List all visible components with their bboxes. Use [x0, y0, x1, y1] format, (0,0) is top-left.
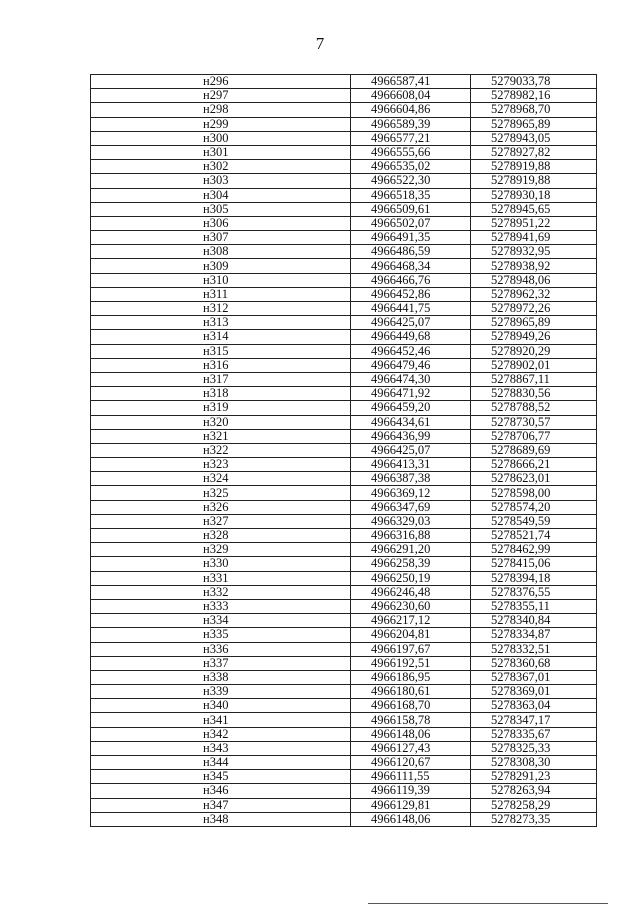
point-id-cell: н300 [91, 131, 351, 145]
table-row [91, 429, 597, 443]
point-id-cell: н303 [91, 174, 351, 188]
table-row [91, 231, 597, 245]
x-coordinate-cell: 4966127,43 [351, 741, 471, 755]
y-coordinate-cell: 5278367,01 [471, 670, 597, 684]
x-coordinate-cell: 4966369,12 [351, 486, 471, 500]
y-coordinate-cell: 5278666,21 [471, 458, 597, 472]
table-row [91, 741, 597, 755]
x-coordinate-cell: 4966577,21 [351, 131, 471, 145]
point-id-cell: н317 [91, 372, 351, 386]
y-coordinate-cell: 5278706,77 [471, 429, 597, 443]
y-coordinate-cell: 5278730,57 [471, 415, 597, 429]
table-row [91, 216, 597, 230]
table-row [91, 472, 597, 486]
x-coordinate-cell: 4966459,20 [351, 401, 471, 415]
table-row [91, 486, 597, 500]
y-coordinate-cell: 5278941,69 [471, 231, 597, 245]
table-row [91, 670, 597, 684]
point-id-cell: н328 [91, 529, 351, 543]
table-row [91, 458, 597, 472]
point-id-cell: н347 [91, 798, 351, 812]
table-row [91, 585, 597, 599]
table-row [91, 145, 597, 159]
y-coordinate-cell: 5278334,87 [471, 628, 597, 642]
table-row [91, 685, 597, 699]
x-coordinate-cell: 4966486,59 [351, 245, 471, 259]
point-id-cell: н344 [91, 756, 351, 770]
x-coordinate-cell: 4966180,61 [351, 685, 471, 699]
y-coordinate-cell: 5278965,89 [471, 316, 597, 330]
table-row [91, 316, 597, 330]
x-coordinate-cell: 4966491,35 [351, 231, 471, 245]
y-coordinate-cell: 5278549,59 [471, 514, 597, 528]
page-number: 7 [315, 34, 325, 53]
x-coordinate-cell: 4966608,04 [351, 89, 471, 103]
point-id-cell: н331 [91, 571, 351, 585]
y-coordinate-cell: 5278951,22 [471, 216, 597, 230]
table-row [91, 330, 597, 344]
y-coordinate-cell: 5278948,06 [471, 273, 597, 287]
table-row [91, 302, 597, 316]
y-coordinate-cell: 5278598,00 [471, 486, 597, 500]
x-coordinate-cell: 4966197,67 [351, 642, 471, 656]
point-id-cell: н304 [91, 188, 351, 202]
y-coordinate-cell: 5278932,95 [471, 245, 597, 259]
y-coordinate-cell: 5278291,23 [471, 770, 597, 784]
point-id-cell: н299 [91, 117, 351, 131]
point-id-cell: н338 [91, 670, 351, 684]
x-coordinate-cell: 4966230,60 [351, 599, 471, 613]
point-id-cell: н305 [91, 202, 351, 216]
point-id-cell: н324 [91, 472, 351, 486]
point-id-cell: н319 [91, 401, 351, 415]
y-coordinate-cell: 5278945,65 [471, 202, 597, 216]
y-coordinate-cell: 5278902,01 [471, 358, 597, 372]
x-coordinate-cell: 4966111,55 [351, 770, 471, 784]
x-coordinate-cell: 4966158,78 [351, 713, 471, 727]
x-coordinate-cell: 4966466,76 [351, 273, 471, 287]
point-id-cell: н306 [91, 216, 351, 230]
point-id-cell: н302 [91, 160, 351, 174]
point-id-cell: н334 [91, 614, 351, 628]
y-coordinate-cell: 5278930,18 [471, 188, 597, 202]
y-coordinate-cell: 5278623,01 [471, 472, 597, 486]
x-coordinate-cell: 4966479,46 [351, 358, 471, 372]
point-id-cell: н336 [91, 642, 351, 656]
x-coordinate-cell: 4966148,06 [351, 812, 471, 826]
point-id-cell: н340 [91, 699, 351, 713]
y-coordinate-cell: 5278394,18 [471, 571, 597, 585]
y-coordinate-cell: 5278363,04 [471, 699, 597, 713]
point-id-cell: н343 [91, 741, 351, 755]
x-coordinate-cell: 4966316,88 [351, 529, 471, 543]
table-row [91, 557, 597, 571]
x-coordinate-cell: 4966471,92 [351, 387, 471, 401]
x-coordinate-cell: 4966502,07 [351, 216, 471, 230]
x-coordinate-cell: 4966291,20 [351, 543, 471, 557]
y-coordinate-cell: 5278273,35 [471, 812, 597, 826]
point-id-cell: н318 [91, 387, 351, 401]
y-coordinate-cell: 5278949,26 [471, 330, 597, 344]
x-coordinate-cell: 4966258,39 [351, 557, 471, 571]
point-id-cell: н332 [91, 585, 351, 599]
table-row [91, 699, 597, 713]
point-id-cell: н342 [91, 727, 351, 741]
table-row [91, 727, 597, 741]
point-id-cell: н309 [91, 259, 351, 273]
x-coordinate-cell: 4966434,61 [351, 415, 471, 429]
point-id-cell: н327 [91, 514, 351, 528]
y-coordinate-cell: 5278982,16 [471, 89, 597, 103]
y-coordinate-cell: 5278415,06 [471, 557, 597, 571]
point-id-cell: н316 [91, 358, 351, 372]
y-coordinate-cell: 5278258,29 [471, 798, 597, 812]
x-coordinate-cell: 4966186,95 [351, 670, 471, 684]
x-coordinate-cell: 4966604,86 [351, 103, 471, 117]
table-row [91, 770, 597, 784]
x-coordinate-cell: 4966587,41 [351, 75, 471, 89]
table-row [91, 372, 597, 386]
x-coordinate-cell: 4966452,86 [351, 287, 471, 301]
y-coordinate-cell: 5278972,26 [471, 302, 597, 316]
x-coordinate-cell: 4966425,07 [351, 443, 471, 457]
y-coordinate-cell: 5278943,05 [471, 131, 597, 145]
y-coordinate-cell: 5278360,68 [471, 656, 597, 670]
table-row [91, 273, 597, 287]
x-coordinate-cell: 4966347,69 [351, 500, 471, 514]
y-coordinate-cell: 5278689,69 [471, 443, 597, 457]
x-coordinate-cell: 4966129,81 [351, 798, 471, 812]
table-row [91, 756, 597, 770]
table-row [91, 784, 597, 798]
y-coordinate-cell: 5278347,17 [471, 713, 597, 727]
coordinates-table-body [91, 75, 597, 827]
table-row [91, 571, 597, 585]
x-coordinate-cell: 4966148,06 [351, 727, 471, 741]
table-row [91, 89, 597, 103]
point-id-cell: н301 [91, 145, 351, 159]
y-coordinate-cell: 5278263,94 [471, 784, 597, 798]
y-coordinate-cell: 5278919,88 [471, 174, 597, 188]
y-coordinate-cell: 5278355,11 [471, 599, 597, 613]
y-coordinate-cell: 5279033,78 [471, 75, 597, 89]
x-coordinate-cell: 4966204,81 [351, 628, 471, 642]
point-id-cell: н310 [91, 273, 351, 287]
x-coordinate-cell: 4966436,99 [351, 429, 471, 443]
table-row [91, 798, 597, 812]
point-id-cell: н346 [91, 784, 351, 798]
point-id-cell: н348 [91, 812, 351, 826]
x-coordinate-cell: 4966329,03 [351, 514, 471, 528]
point-id-cell: н337 [91, 656, 351, 670]
table-row [91, 117, 597, 131]
table-row [91, 415, 597, 429]
x-coordinate-cell: 4966120,67 [351, 756, 471, 770]
x-coordinate-cell: 4966217,12 [351, 614, 471, 628]
point-id-cell: н345 [91, 770, 351, 784]
x-coordinate-cell: 4966589,39 [351, 117, 471, 131]
table-row [91, 614, 597, 628]
y-coordinate-cell: 5278521,74 [471, 529, 597, 543]
y-coordinate-cell: 5278968,70 [471, 103, 597, 117]
point-id-cell: н333 [91, 599, 351, 613]
table-row [91, 75, 597, 89]
table-row [91, 642, 597, 656]
table-row [91, 103, 597, 117]
x-coordinate-cell: 4966387,38 [351, 472, 471, 486]
y-coordinate-cell: 5278574,20 [471, 500, 597, 514]
x-coordinate-cell: 4966522,30 [351, 174, 471, 188]
table-row [91, 543, 597, 557]
point-id-cell: н312 [91, 302, 351, 316]
x-coordinate-cell: 4966441,75 [351, 302, 471, 316]
table-row [91, 174, 597, 188]
point-id-cell: н335 [91, 628, 351, 642]
point-id-cell: н326 [91, 500, 351, 514]
point-id-cell: н308 [91, 245, 351, 259]
table-row [91, 344, 597, 358]
y-coordinate-cell: 5278919,88 [471, 160, 597, 174]
table-row [91, 628, 597, 642]
footer-rule [368, 903, 608, 904]
point-id-cell: н307 [91, 231, 351, 245]
point-id-cell: н341 [91, 713, 351, 727]
table-row [91, 514, 597, 528]
table-row [91, 287, 597, 301]
y-coordinate-cell: 5278325,33 [471, 741, 597, 755]
y-coordinate-cell: 5278920,29 [471, 344, 597, 358]
point-id-cell: н311 [91, 287, 351, 301]
y-coordinate-cell: 5278308,30 [471, 756, 597, 770]
point-id-cell: н322 [91, 443, 351, 457]
y-coordinate-cell: 5278962,32 [471, 287, 597, 301]
point-id-cell: н320 [91, 415, 351, 429]
table-row [91, 245, 597, 259]
point-id-cell: н330 [91, 557, 351, 571]
x-coordinate-cell: 4966535,02 [351, 160, 471, 174]
table-row [91, 259, 597, 273]
x-coordinate-cell: 4966246,48 [351, 585, 471, 599]
table-row [91, 599, 597, 613]
table-row [91, 529, 597, 543]
y-coordinate-cell: 5278938,92 [471, 259, 597, 273]
point-id-cell: н313 [91, 316, 351, 330]
y-coordinate-cell: 5278376,55 [471, 585, 597, 599]
point-id-cell: н329 [91, 543, 351, 557]
x-coordinate-cell: 4966474,30 [351, 372, 471, 386]
point-id-cell: н325 [91, 486, 351, 500]
table-row [91, 401, 597, 415]
point-id-cell: н297 [91, 89, 351, 103]
table-row [91, 656, 597, 670]
x-coordinate-cell: 4966449,68 [351, 330, 471, 344]
point-id-cell: н315 [91, 344, 351, 358]
table-row [91, 131, 597, 145]
table-row [91, 500, 597, 514]
table-row [91, 160, 597, 174]
point-id-cell: н339 [91, 685, 351, 699]
y-coordinate-cell: 5278830,56 [471, 387, 597, 401]
x-coordinate-cell: 4966518,35 [351, 188, 471, 202]
x-coordinate-cell: 4966452,46 [351, 344, 471, 358]
x-coordinate-cell: 4966509,61 [351, 202, 471, 216]
table-row [91, 188, 597, 202]
table-row [91, 713, 597, 727]
x-coordinate-cell: 4966250,19 [351, 571, 471, 585]
coordinates-table [90, 74, 597, 827]
x-coordinate-cell: 4966555,66 [351, 145, 471, 159]
x-coordinate-cell: 4966413,31 [351, 458, 471, 472]
y-coordinate-cell: 5278927,82 [471, 145, 597, 159]
x-coordinate-cell: 4966168,70 [351, 699, 471, 713]
table-row [91, 202, 597, 216]
y-coordinate-cell: 5278369,01 [471, 685, 597, 699]
point-id-cell: н314 [91, 330, 351, 344]
table-row [91, 443, 597, 457]
y-coordinate-cell: 5278335,67 [471, 727, 597, 741]
y-coordinate-cell: 5278332,51 [471, 642, 597, 656]
y-coordinate-cell: 5278462,99 [471, 543, 597, 557]
x-coordinate-cell: 4966425,07 [351, 316, 471, 330]
point-id-cell: н321 [91, 429, 351, 443]
y-coordinate-cell: 5278788,52 [471, 401, 597, 415]
x-coordinate-cell: 4966468,34 [351, 259, 471, 273]
y-coordinate-cell: 5278965,89 [471, 117, 597, 131]
x-coordinate-cell: 4966192,51 [351, 656, 471, 670]
x-coordinate-cell: 4966119,39 [351, 784, 471, 798]
y-coordinate-cell: 5278867,11 [471, 372, 597, 386]
point-id-cell: н298 [91, 103, 351, 117]
table-row [91, 358, 597, 372]
table-row [91, 387, 597, 401]
point-id-cell: н323 [91, 458, 351, 472]
point-id-cell: н296 [91, 75, 351, 89]
table-row [91, 812, 597, 826]
y-coordinate-cell: 5278340,84 [471, 614, 597, 628]
